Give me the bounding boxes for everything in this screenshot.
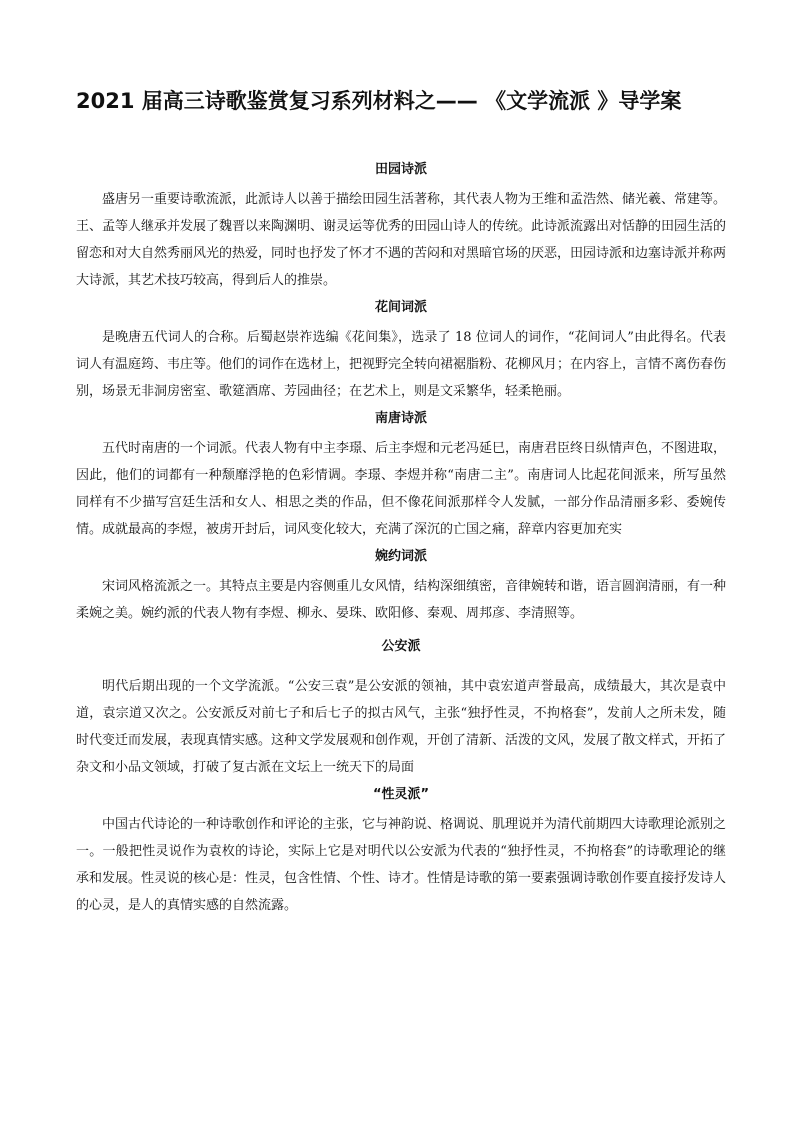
section-body: 五代时南唐的一个词派。代表人物有中主李璟、后主李煜和元老冯延巳，南唐君臣终日纵情声色，不图进取，因此，他们的词都有一种颓靡浮艳的色彩情调。李璟、李煜并称“南唐二主”。南唐词人比起花间派来，所写虽然同样有不少描写宫廷生活和女人、相思之类的作品，但不像花间派那样令人发腻，一部分作品清丽多彩、委婉传情。成就最高的李煜，被虏开封后，词风变化较大，充满了深沉的亡国之痛，辞章内容更加充实 xyxy=(76,441,727,537)
document-content xyxy=(76,160,726,923)
section-body: 宋词风格流派之一。其特点主要是内容侧重儿女风情，结构深细缜密，音律婉转和谐，语言圆润清丽，有一种柔婉之美。婉约派的代表人物有李煜、柳永、晏珠、欧阳修、秦观、周邦彦、李清照等。 xyxy=(76,579,727,621)
section-heading: 婉约词派 xyxy=(374,549,427,564)
section-gongan xyxy=(76,637,726,781)
section-xingling xyxy=(76,785,726,919)
document-title: 2021 届高三诗歌鉴赏复习系列材料之—— 《文学流派 》导学案 xyxy=(76,89,682,113)
section-heading: 南唐诗派 xyxy=(374,411,427,426)
section-heading: 公安派 xyxy=(381,639,421,654)
section-tianyuan xyxy=(76,160,726,294)
section-heading: “性灵派” xyxy=(372,787,430,802)
section-heading: 花间词派 xyxy=(374,300,427,315)
section-body: 盛唐另一重要诗歌流派，此派诗人以善于描绘田园生活著称，其代表人物为王维和孟浩然、储光羲、常建等。王、孟等人继承并发展了魏晋以来陶渊明、谢灵运等优秀的田园山诗人的传统。此诗派流露出对恬静的田园生活的留恋和对大自然秀丽风光的热爱，同时也抒发了怀才不遇的苦闷和对黑暗官场的厌恶，田园诗派和边塞诗派并称两大诗派，其艺术技巧较高，得到后人的推崇。 xyxy=(76,192,727,288)
section-body: 中国古代诗论的一种诗歌创作和评论的主张，它与神韵说、格调说、肌理说并为清代前期四大诗歌理论派别之一。一般把性灵说作为袁枚的诗论，实际上它是对明代以公安派为代表的“独抒性灵，不拘格套”的诗歌理论的继承和发展。性灵说的核心是：性灵，包含性情、个性、诗才。性情是诗歌的第一要素强调诗歌创作要直接抒发诗人的心灵，是人的真情实感的自然流露。 xyxy=(76,817,727,913)
section-body: 明代后期出现的一个文学流派。“公安三袁”是公安派的领袖，其中袁宏道声誉最高，成绩最大，其次是袁中道，袁宗道又次之。公安派反对前七子和后七子的拟古风气，主张“独抒性灵，不拘格套”，发前人之所未发，随时代变迁而发展，表现真情实感。这种文学发展观和创作观，开创了清新、活泼的文风，发展了散文样式，开拓了杂文和小品文领域，打破了复古派在文坛上一统天下的局面 xyxy=(76,679,727,775)
section-body: 是晚唐五代词人的合称。后蜀赵崇祚选编《花间集》，选录了 18 位词人的词作，“花间词人”由此得名。代表词人有温庭筠、韦庄等。他们的词作在选材上，把视野完全转向裙裾脂粉、花柳风月；在内容上，言情不离伤春伤别，场景无非洞房密室、歌筵酒席、芳园曲径；在艺术上，则是文采繁华，轻柔艳丽。 xyxy=(76,330,727,399)
section-wanyue xyxy=(76,547,726,627)
section-heading: 田园诗派 xyxy=(374,162,427,177)
section-nantang xyxy=(76,409,726,543)
section-huajian xyxy=(76,298,726,405)
